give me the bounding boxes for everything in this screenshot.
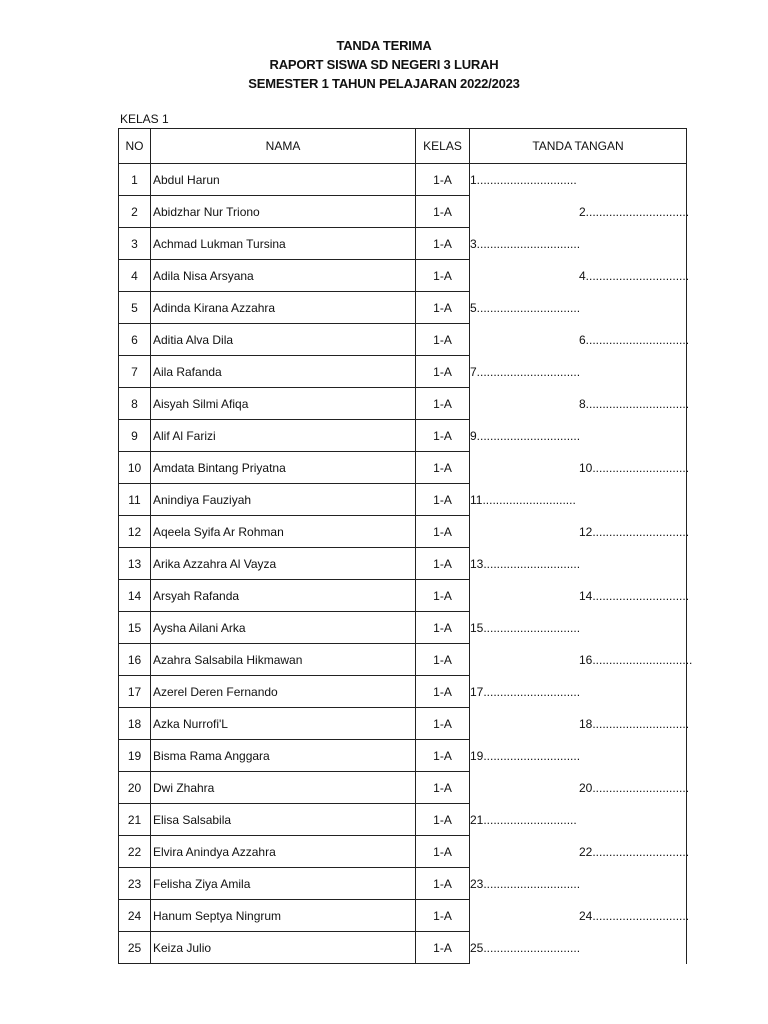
signature-line: 7............................... — [470, 364, 581, 379]
student-class: 1-A — [416, 836, 470, 868]
row-number: 9 — [119, 420, 151, 452]
table-row — [119, 900, 687, 932]
table-row — [119, 676, 687, 708]
signature-line: 24............................. — [579, 908, 690, 923]
student-name: Bisma Rama Anggara — [151, 740, 416, 772]
student-name: Aila Rafanda — [151, 356, 416, 388]
column-header-kelas: KELAS — [416, 129, 470, 164]
student-class: 1-A — [416, 388, 470, 420]
student-name: Arika Azzahra Al Vayza — [151, 548, 416, 580]
student-class: 1-A — [416, 644, 470, 676]
column-header-nama: NAMA — [151, 129, 416, 164]
student-class: 1-A — [416, 804, 470, 836]
student-class: 1-A — [416, 612, 470, 644]
signature-line: 6............................... — [579, 332, 690, 347]
student-class: 1-A — [416, 900, 470, 932]
signature-cell — [470, 900, 690, 932]
student-name: Aisyah Silmi Afiqa — [151, 388, 416, 420]
signature-cell — [470, 612, 687, 644]
signature-line: 18............................. — [579, 716, 690, 731]
document-subtitle: RAPORT SISWA SD NEGERI 3 LURAH — [269, 57, 499, 72]
table-row — [119, 420, 687, 452]
row-number: 23 — [119, 868, 151, 900]
row-number: 15 — [119, 612, 151, 644]
student-class: 1-A — [416, 356, 470, 388]
student-name: Adinda Kirana Azzahra — [151, 292, 416, 324]
row-number: 16 — [119, 644, 151, 676]
signature-line: 23............................. — [470, 876, 581, 891]
row-number: 21 — [119, 804, 151, 836]
row-number: 4 — [119, 260, 151, 292]
signature-line: 1.............................. — [470, 172, 577, 187]
student-class: 1-A — [416, 580, 470, 612]
student-class: 1-A — [416, 516, 470, 548]
signature-cell — [470, 356, 687, 388]
student-class: 1-A — [416, 260, 470, 292]
signature-cell — [470, 740, 687, 772]
student-name: Anindiya Fauziyah — [151, 484, 416, 516]
student-class: 1-A — [416, 452, 470, 484]
signature-cell — [470, 324, 690, 356]
student-name: Azerel Deren Fernando — [151, 676, 416, 708]
table-row — [119, 196, 687, 228]
signature-cell — [470, 196, 690, 228]
student-name: Adila Nisa Arsyana — [151, 260, 416, 292]
table-row — [119, 292, 687, 324]
row-number: 8 — [119, 388, 151, 420]
signature-line: 15............................. — [470, 620, 581, 635]
table-row — [119, 452, 687, 484]
student-name: Aysha Ailani Arka — [151, 612, 416, 644]
signature-line: 21............................ — [470, 812, 577, 827]
student-name: Azka Nurrofi'L — [151, 708, 416, 740]
row-number: 14 — [119, 580, 151, 612]
signature-line: 2............................... — [579, 204, 690, 219]
table-row — [119, 644, 687, 676]
signature-cell — [470, 548, 687, 580]
document-title: TANDA TERIMA — [336, 38, 432, 53]
student-name: Dwi Zhahra — [151, 772, 416, 804]
row-number: 3 — [119, 228, 151, 260]
table-row — [119, 164, 687, 196]
student-name: Azahra Salsabila Hikmawan — [151, 644, 416, 676]
table-row — [119, 260, 687, 292]
signature-cell — [470, 516, 690, 548]
column-header-tanda-tangan: TANDA TANGAN — [470, 129, 687, 164]
signature-cell — [470, 932, 687, 964]
signature-line: 22............................. — [579, 844, 690, 859]
student-name: Alif Al Farizi — [151, 420, 416, 452]
table-row — [119, 836, 687, 868]
table-row — [119, 804, 687, 836]
student-name: Achmad Lukman Tursina — [151, 228, 416, 260]
row-number: 10 — [119, 452, 151, 484]
row-number: 7 — [119, 356, 151, 388]
signature-line: 25............................. — [470, 940, 581, 955]
row-number: 19 — [119, 740, 151, 772]
student-class: 1-A — [416, 324, 470, 356]
table-row — [119, 356, 687, 388]
signature-line: 10............................. — [579, 460, 690, 475]
student-name: Arsyah Rafanda — [151, 580, 416, 612]
signature-cell — [470, 580, 690, 612]
signature-line: 8............................... — [579, 396, 690, 411]
document-header — [0, 36, 768, 93]
signature-cell — [470, 260, 690, 292]
row-number: 11 — [119, 484, 151, 516]
table-row — [119, 772, 687, 804]
table-row — [119, 228, 687, 260]
row-number: 5 — [119, 292, 151, 324]
student-name: Abidzhar Nur Triono — [151, 196, 416, 228]
signature-cell — [470, 708, 690, 740]
student-class: 1-A — [416, 548, 470, 580]
signature-cell — [470, 772, 690, 804]
signature-line: 13............................. — [470, 556, 581, 571]
signature-cell — [470, 868, 687, 900]
student-class: 1-A — [416, 932, 470, 964]
signature-line: 17............................. — [470, 684, 581, 699]
student-name: Abdul Harun — [151, 164, 416, 196]
table-row — [119, 740, 687, 772]
student-class: 1-A — [416, 676, 470, 708]
signature-line: 11............................ — [470, 492, 576, 507]
signature-cell — [470, 388, 690, 420]
signature-cell — [470, 804, 687, 836]
row-number: 20 — [119, 772, 151, 804]
signature-cell — [470, 676, 687, 708]
student-class: 1-A — [416, 772, 470, 804]
table-row — [119, 612, 687, 644]
table-row — [119, 548, 687, 580]
class-label: KELAS 1 — [120, 112, 169, 126]
student-name: Keiza Julio — [151, 932, 416, 964]
student-name: Aditia Alva Dila — [151, 324, 416, 356]
table-row — [119, 932, 687, 964]
table-header-row — [119, 129, 687, 164]
row-number: 1 — [119, 164, 151, 196]
table-body — [119, 164, 693, 964]
signature-cell — [470, 484, 687, 516]
student-name: Elvira Anindya Azzahra — [151, 836, 416, 868]
signature-cell — [470, 452, 690, 484]
signature-cell — [470, 164, 687, 196]
row-number: 18 — [119, 708, 151, 740]
student-name: Hanum Septya Ningrum — [151, 900, 416, 932]
signature-line: 16.............................. — [579, 652, 693, 667]
signature-cell — [470, 228, 687, 260]
signature-line: 20............................. — [579, 780, 690, 795]
row-number: 6 — [119, 324, 151, 356]
document-semester: SEMESTER 1 TAHUN PELAJARAN 2022/2023 — [248, 76, 520, 91]
student-class: 1-A — [416, 292, 470, 324]
student-class: 1-A — [416, 708, 470, 740]
signature-cell — [470, 420, 687, 452]
row-number: 22 — [119, 836, 151, 868]
row-number: 13 — [119, 548, 151, 580]
signature-line: 19............................. — [470, 748, 581, 763]
table-row — [119, 580, 687, 612]
student-class: 1-A — [416, 484, 470, 516]
row-number: 25 — [119, 932, 151, 964]
student-name: Felisha Ziya Amila — [151, 868, 416, 900]
table-row — [119, 868, 687, 900]
row-number: 17 — [119, 676, 151, 708]
student-class: 1-A — [416, 228, 470, 260]
student-class: 1-A — [416, 420, 470, 452]
column-header-no: NO — [119, 129, 151, 164]
row-number: 24 — [119, 900, 151, 932]
student-class: 1-A — [416, 868, 470, 900]
student-name: Aqeela Syifa Ar Rohman — [151, 516, 416, 548]
student-class: 1-A — [416, 740, 470, 772]
student-name: Amdata Bintang Priyatna — [151, 452, 416, 484]
row-number: 12 — [119, 516, 151, 548]
receipt-table — [118, 128, 693, 964]
student-class: 1-A — [416, 164, 470, 196]
signature-line: 9............................... — [470, 428, 581, 443]
signature-line: 12............................. — [579, 524, 690, 539]
student-class: 1-A — [416, 196, 470, 228]
signature-line: 3............................... — [470, 236, 581, 251]
signature-line: 4............................... — [579, 268, 690, 283]
signature-cell — [470, 292, 687, 324]
table-row — [119, 708, 687, 740]
signature-line: 5............................... — [470, 300, 581, 315]
signature-cell — [470, 836, 690, 868]
table-row — [119, 324, 687, 356]
signature-cell — [470, 644, 693, 676]
table-row — [119, 516, 687, 548]
row-number: 2 — [119, 196, 151, 228]
table-row — [119, 388, 687, 420]
table-row — [119, 484, 687, 516]
student-name: Elisa Salsabila — [151, 804, 416, 836]
signature-line: 14............................. — [579, 588, 690, 603]
